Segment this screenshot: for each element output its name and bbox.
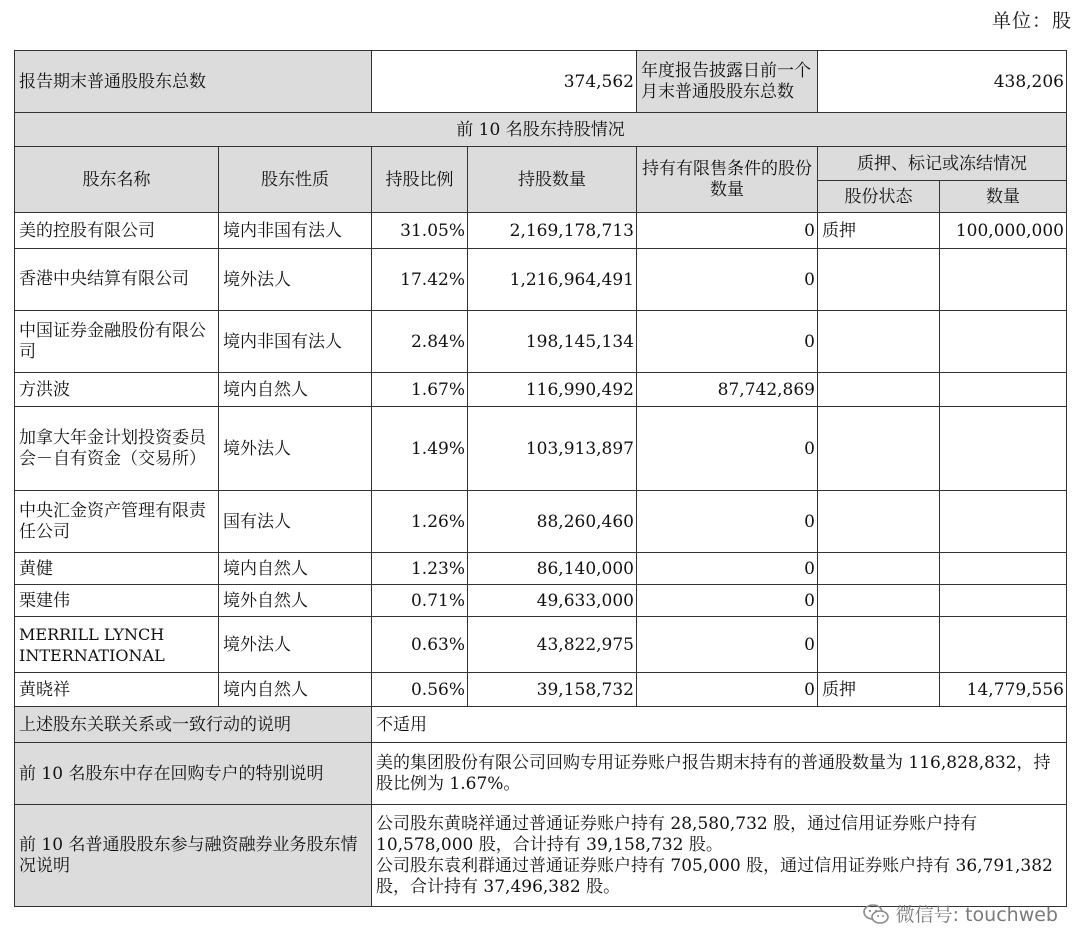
cell-name: 中国证券金融股份有限公司: [15, 311, 219, 373]
cell-ratio: 1.67%: [372, 373, 468, 407]
cell-shares: 198,145,134: [468, 311, 637, 373]
cell-name: 美的控股有限公司: [15, 213, 219, 249]
cell-ratio: 2.84%: [372, 311, 468, 373]
cell-restricted: 0: [637, 673, 818, 707]
cell-shares: 86,140,000: [468, 553, 637, 585]
cell-shares: 1,216,964,491: [468, 249, 637, 311]
cell-nature: 国有法人: [219, 491, 372, 553]
cell-nature: 境外自然人: [219, 585, 372, 617]
note-label: 前 10 名股东中存在回购专户的特别说明: [15, 743, 372, 805]
note-label: 上述股东关联关系或一致行动的说明: [15, 707, 372, 743]
cell-status: 质押: [818, 673, 940, 707]
note-row: [15, 805, 1067, 907]
cell-shares: 2,169,178,713: [468, 213, 637, 249]
cell-name: 黄健: [15, 553, 219, 585]
section-title: 前 10 名股东持股情况: [15, 113, 1067, 147]
cell-ratio: 1.49%: [372, 407, 468, 491]
cell-status: [818, 407, 940, 491]
table-row: [15, 407, 1067, 491]
header-ratio: 持股比例: [372, 147, 468, 213]
cell-status: [818, 585, 940, 617]
cell-qty: [940, 249, 1067, 311]
note-row: [15, 707, 1067, 743]
cell-status: [818, 491, 940, 553]
cell-name: MERRILL LYNCH INTERNATIONAL: [15, 617, 219, 673]
cell-status: [818, 249, 940, 311]
cell-restricted: 0: [637, 407, 818, 491]
cell-name: 加拿大年金计划投资委员会－自有资金（交易所）: [15, 407, 219, 491]
cell-ratio: 17.42%: [372, 249, 468, 311]
cell-qty: [940, 311, 1067, 373]
cell-restricted: 0: [637, 213, 818, 249]
cell-qty: 14,779,556: [940, 673, 1067, 707]
cell-shares: 88,260,460: [468, 491, 637, 553]
header-pledge-group: 质押、标记或冻结情况: [818, 147, 1067, 181]
table-row: [15, 249, 1067, 311]
header-row: [15, 147, 1067, 181]
prior-holders-value: 438,206: [818, 51, 1067, 113]
cell-nature: 境内自然人: [219, 673, 372, 707]
header-shares: 持股数量: [468, 147, 637, 213]
cell-name: 栗建伟: [15, 585, 219, 617]
cell-status: [818, 311, 940, 373]
cell-name: 方洪波: [15, 373, 219, 407]
cell-nature: 境内自然人: [219, 553, 372, 585]
cell-qty: 100,000,000: [940, 213, 1067, 249]
header-pledge-status: 股份状态: [818, 181, 940, 213]
watermark: [862, 900, 1058, 927]
cell-qty: [940, 407, 1067, 491]
note-text: [372, 805, 1067, 907]
header-pledge-qty: 数量: [940, 181, 1067, 213]
cell-ratio: 31.05%: [372, 213, 468, 249]
header-name: 股东名称: [15, 147, 219, 213]
cell-qty: [940, 617, 1067, 673]
prior-holders-label: 年度报告披露日前一个月末普通股股东总数: [637, 51, 818, 113]
cell-restricted: 0: [637, 617, 818, 673]
table-row: [15, 585, 1067, 617]
cell-restricted: 0: [637, 311, 818, 373]
cell-nature: 境外法人: [219, 617, 372, 673]
table-row: [15, 553, 1067, 585]
cell-qty: [940, 553, 1067, 585]
summary-row: [15, 51, 1067, 113]
cell-status: [818, 617, 940, 673]
cell-shares: 103,913,897: [468, 407, 637, 491]
cell-nature: 境内非国有法人: [219, 311, 372, 373]
table-row: [15, 673, 1067, 707]
cell-nature: 境内自然人: [219, 373, 372, 407]
wechat-icon: [862, 903, 890, 925]
cell-ratio: 0.63%: [372, 617, 468, 673]
cell-shares: 39,158,732: [468, 673, 637, 707]
cell-restricted: 0: [637, 585, 818, 617]
cell-restricted: 0: [637, 491, 818, 553]
cell-shares: 116,990,492: [468, 373, 637, 407]
cell-name: 香港中央结算有限公司: [15, 249, 219, 311]
note-text-line-2: 公司股东袁利群通过普通证券账户持有 705,000 股，通过信用证券账户持有 36,791,382 股，合计持有 37,496,382 股。: [376, 855, 1053, 897]
cell-restricted: 0: [637, 553, 818, 585]
cell-nature: 境内非国有法人: [219, 213, 372, 249]
watermark-text: 微信号: touchweb: [895, 904, 1058, 926]
cell-name: 中央汇金资产管理有限责任公司: [15, 491, 219, 553]
cell-status: 质押: [818, 213, 940, 249]
cell-ratio: 1.23%: [372, 553, 468, 585]
cell-qty: [940, 373, 1067, 407]
cell-ratio: 0.71%: [372, 585, 468, 617]
shareholder-table: [14, 50, 1067, 907]
cell-qty: [940, 491, 1067, 553]
table-row: [15, 617, 1067, 673]
cell-ratio: 0.56%: [372, 673, 468, 707]
header-nature: 股东性质: [219, 147, 372, 213]
cell-nature: 境外法人: [219, 407, 372, 491]
table-row: [15, 373, 1067, 407]
total-holders-label: 报告期末普通股股东总数: [15, 51, 372, 113]
table-row: [15, 311, 1067, 373]
cell-restricted: 87,742,869: [637, 373, 818, 407]
note-text: 不适用: [372, 707, 1067, 743]
cell-qty: [940, 585, 1067, 617]
table-row: [15, 213, 1067, 249]
note-label: 前 10 名普通股股东参与融资融券业务股东情况说明: [15, 805, 372, 907]
note-text: 美的集团股份有限公司回购专用证券账户报告期末持有的普通股数量为 116,828,832，持股比例为 1.67%。: [372, 743, 1067, 805]
note-row: [15, 743, 1067, 805]
total-holders-value: 374,562: [372, 51, 637, 113]
cell-shares: 49,633,000: [468, 585, 637, 617]
cell-restricted: 0: [637, 249, 818, 311]
unit-label: 单位：股: [991, 10, 1072, 32]
note-text-line-1: 公司股东黄晓祥通过普通证券账户持有 28,580,732 股，通过信用证券账户持有 10,578,000 股，合计持有 39,158,732 股。: [376, 813, 978, 855]
cell-status: [818, 553, 940, 585]
cell-status: [818, 373, 940, 407]
cell-ratio: 1.26%: [372, 491, 468, 553]
cell-nature: 境外法人: [219, 249, 372, 311]
cell-name: 黄晓祥: [15, 673, 219, 707]
header-restricted: 持有有限售条件的股份数量: [637, 147, 818, 213]
cell-shares: 43,822,975: [468, 617, 637, 673]
table-row: [15, 491, 1067, 553]
